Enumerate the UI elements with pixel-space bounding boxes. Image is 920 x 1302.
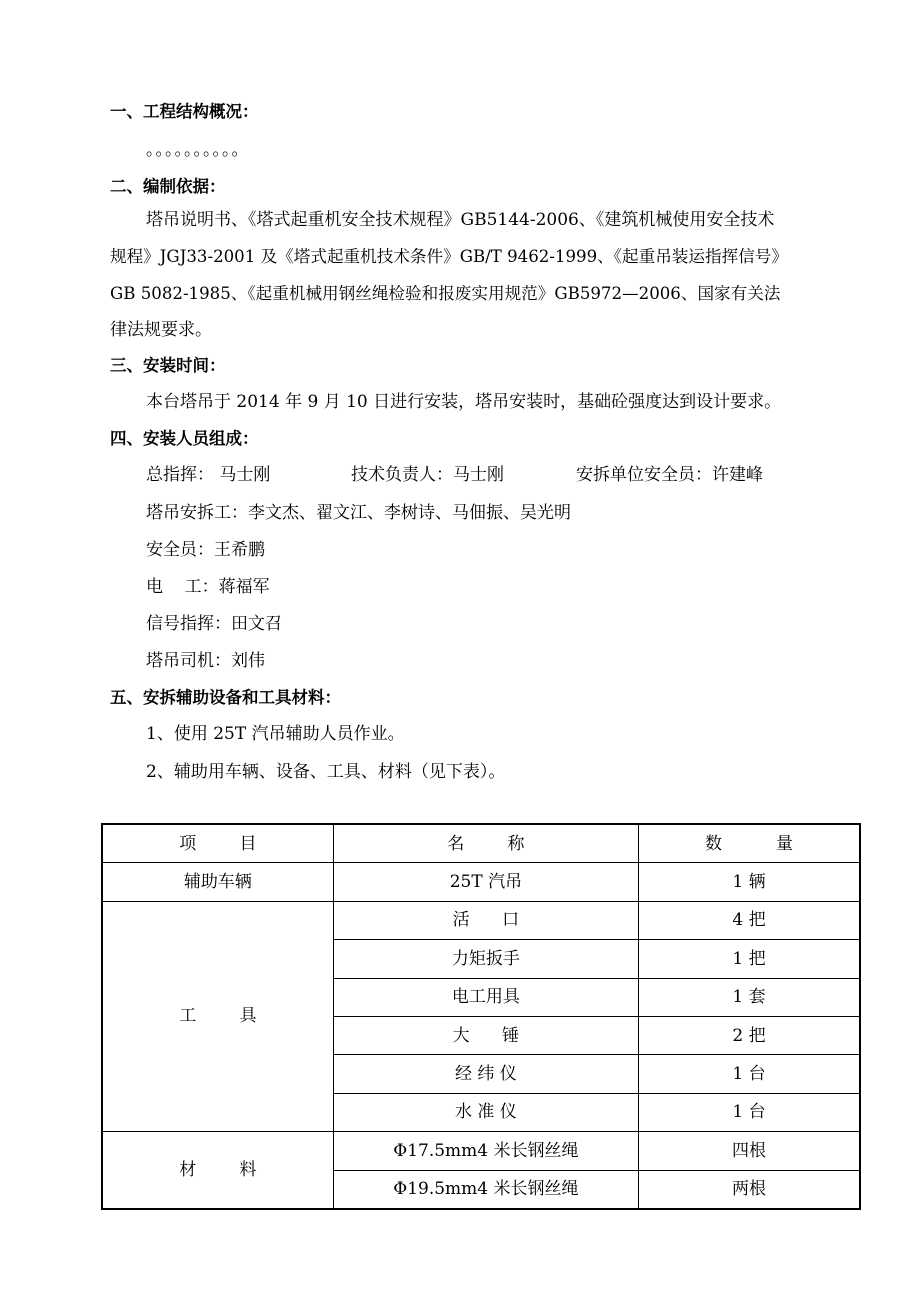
section-4-heading: 四、安装人员组成： <box>110 429 259 448</box>
header-qty: 数 量 <box>639 824 860 863</box>
qty-cell: 4 把 <box>639 901 860 939</box>
tech-lead-text: 技术负责人：马士刚 <box>351 465 504 485</box>
name-cell: 经 纬 仪 <box>333 1055 638 1093</box>
section-2-heading: 二、编制依据： <box>110 177 226 196</box>
installers-text: 塔吊安拆工：李文杰、翟文江、李树诗、马佃振、吴光明 <box>146 503 571 523</box>
category-cell: 工 具 <box>102 901 333 1131</box>
header-item: 项 目 <box>102 824 333 863</box>
commander-text: 总指挥： 马士刚 <box>146 465 271 485</box>
name-cell: 水 准 仪 <box>333 1093 638 1131</box>
name-cell: 力矩扳手 <box>333 940 638 978</box>
table-header-row <box>102 824 860 863</box>
equipment-table <box>101 823 861 1210</box>
equipment-item-2: 2、辅助用车辆、设备、工具、材料（见下表）。 <box>146 762 506 782</box>
qty-cell: 1 台 <box>639 1093 860 1131</box>
table-row <box>102 1132 860 1170</box>
qty-cell: 1 套 <box>639 978 860 1016</box>
basis-line-3: GB 5082-1985、《起重机械用钢丝绳检验和报废实用规范》GB5972—2006、国家有关法 <box>110 284 781 303</box>
name-cell: Φ19.5mm4 米长钢丝绳 <box>333 1170 638 1209</box>
electrician-text: 电 工：蒋福军 <box>146 577 270 597</box>
basis-line-4: 律法规要求。 <box>110 320 212 340</box>
driver-text: 塔吊司机：刘伟 <box>146 651 265 671</box>
qty-cell: 1 台 <box>639 1055 860 1093</box>
qty-cell: 两根 <box>639 1170 860 1209</box>
basis-line-2: 规程》JGJ33-2001 及《塔式起重机技术条件》GB/T 9462-1999、《起重吊装运指挥信号》 <box>110 247 788 266</box>
section-3-heading: 三、安装时间： <box>110 356 226 375</box>
qty-cell: 2 把 <box>639 1016 860 1054</box>
category-cell: 材 料 <box>102 1132 333 1209</box>
signaler-text: 信号指挥：田文召 <box>146 614 282 634</box>
category-cell: 辅助车辆 <box>102 863 333 901</box>
install-time-text: 本台塔吊于 2014 年 9 月 10 日进行安装，塔吊安装时，基础砼强度达到设计要求。 <box>146 392 782 412</box>
table-row <box>102 901 860 939</box>
section-1-content: 。。。。。。。。。。 <box>146 140 250 160</box>
equipment-item-1: 1、使用 25T 汽吊辅助人员作业。 <box>146 724 405 744</box>
name-cell: 25T 汽吊 <box>333 863 638 901</box>
basis-line-1: 塔吊说明书、《塔式起重机安全技术规程》GB5144-2006、《建筑机械使用安全技术 <box>146 210 775 230</box>
section-5-heading: 五、安拆辅助设备和工具材料： <box>110 688 341 707</box>
table-row <box>102 863 860 901</box>
name-cell: 电工用具 <box>333 978 638 1016</box>
safety-unit-text: 安拆单位安全员：许建峰 <box>576 465 763 485</box>
qty-cell: 1 辆 <box>639 863 860 901</box>
qty-cell: 四根 <box>639 1132 860 1170</box>
section-1-heading: 一、工程结构概况： <box>110 102 259 121</box>
name-cell: Φ17.5mm4 米长钢丝绳 <box>333 1132 638 1170</box>
name-cell: 活 口 <box>333 901 638 939</box>
qty-cell: 1 把 <box>639 940 860 978</box>
header-name: 名 称 <box>333 824 638 863</box>
name-cell: 大 锤 <box>333 1016 638 1054</box>
safety-officer-text: 安全员：王希鹏 <box>146 540 265 560</box>
